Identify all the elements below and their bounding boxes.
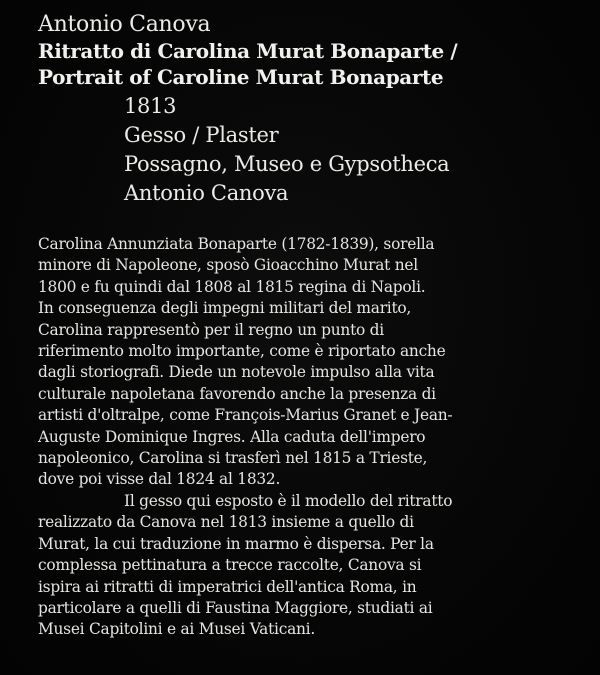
artwork-meta [124,92,594,208]
text-line: artisti d'oltralpe, come François-Marius Granet e Jean- [38,406,453,425]
text-line: Murat, la cui traduzione in marmo è dispersa. Per la [38,534,434,553]
text-line: napoleonico, Carolina si trasferì nel 1815 a Trieste, [38,449,428,468]
description-paragraph-1 [38,234,598,491]
text-line: Il gesso qui esposto è il modello del ritratto [124,491,453,510]
text-line: riferimento molto importante, come è riportato anche [38,342,446,361]
text-line: complessa pettinatura a trecce raccolte, Canova si [38,556,422,575]
text-line: minore di Napoleone, sposò Gioacchino Murat nel [38,256,418,275]
description-paragraph-2 [38,491,598,641]
placard-header [38,12,594,208]
text-line: dagli storiografi. Diede un notevole impulso alla vita [38,363,435,382]
text-line: 1800 e fu quindi dal 1808 al 1815 regina di Napoli. [38,277,426,296]
text-line: Carolina rappresentò per il regno un punto di [38,320,384,339]
text-line: particolare a quelli di Faustina Maggiore, studiati ai [38,598,433,617]
text-line: dove poi visse dal 1824 al 1832. [38,470,281,489]
artwork-date: 1813 [124,94,177,118]
title-italian: Ritratto di Carolina Murat Bonaparte / [38,39,458,63]
title-english: Portrait of Caroline Murat Bonaparte [38,65,444,89]
text-line: Auguste Dominique Ingres. Alla caduta dell'impero [38,427,426,446]
text-line: realizzato da Canova nel 1813 insieme a quello di [38,513,414,532]
text-line: Musei Capitolini e ai Musei Vaticani. [38,620,315,639]
text-line: Carolina Annunziata Bonaparte (1782-1839), sorella [38,235,435,253]
text-line: In conseguenza degli impegni militari del marito, [38,299,412,318]
text-line: ispira ai ritratti di imperatrici dell'antica Roma, in [38,577,417,596]
artwork-collection: Antonio Canova [124,181,289,205]
placard-description [38,234,598,641]
text-line: culturale napoletana favorendo anche la presenza di [38,384,436,403]
artwork-medium: Gesso / Plaster [124,123,279,147]
artwork-location: Possagno, Museo e Gypsotheca [124,152,450,176]
artist-name: Antonio Canova [38,12,211,37]
